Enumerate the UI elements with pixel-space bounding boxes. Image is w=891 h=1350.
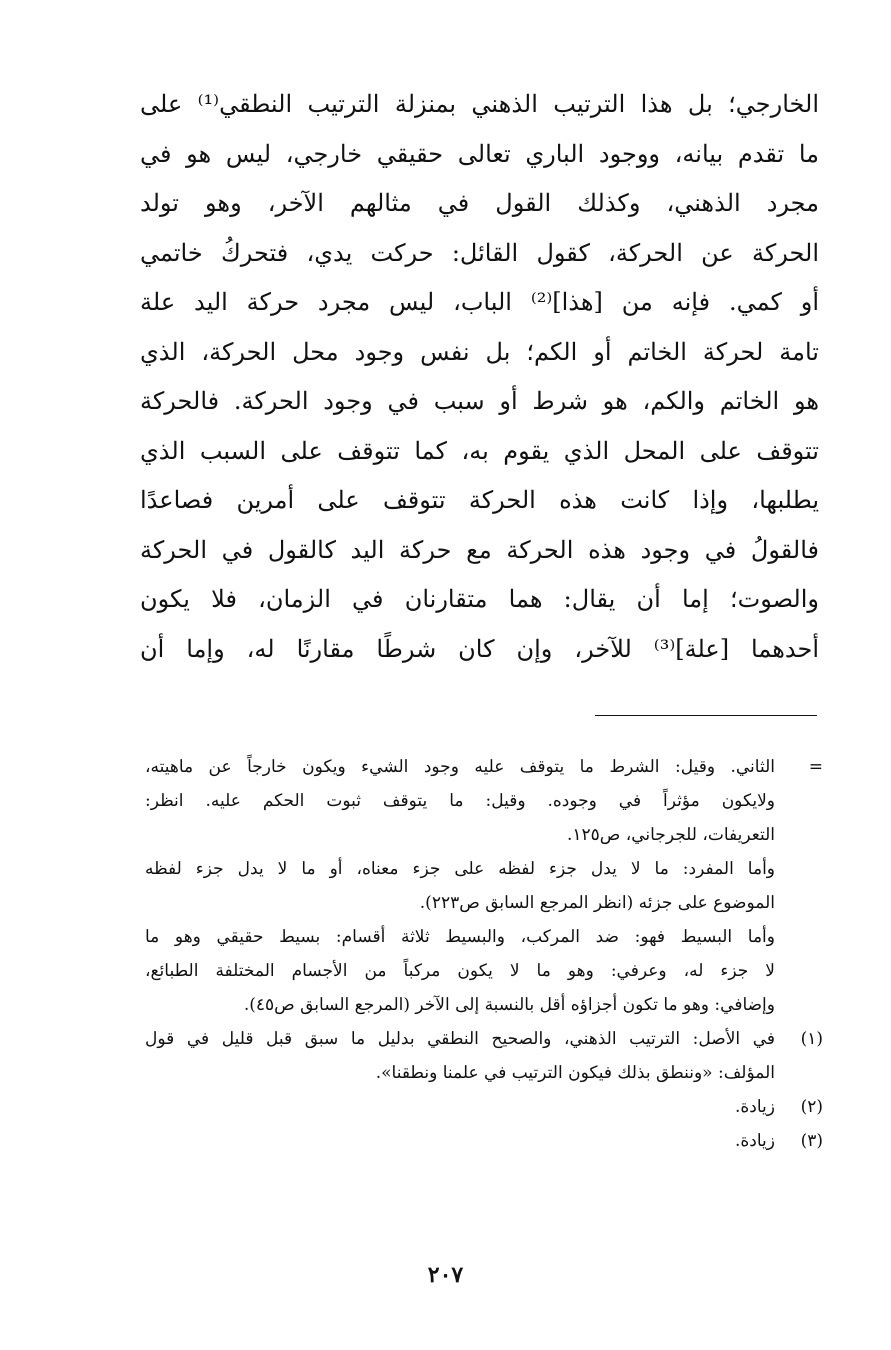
footnote-line: الثاني. وقيل: الشرط ما يتوقف عليه وجود الشيء ويكون خارجاً عن ماهيته، [145,757,775,777]
footnote-number: (٣) [800,1131,823,1151]
footnote-line: الموضوع على جزئه (انظر المرجع السابق ص٢٢٣). [419,893,775,913]
body-line: تامة لحركة الخاتم أو الكم؛ بل نفس وجود محل الحركة، الذي [140,337,819,366]
body-line: تتوقف على المحل الذي يقوم به، كما تتوقف على السبب الذي [140,436,819,465]
footnote-2 [145,1090,823,1124]
body-line: الخارجي؛ بل هذا الترتيب الذهني بمنزلة الترتيب النطقي⁽¹⁾ على [140,90,819,118]
footnote-body [145,1124,775,1158]
footnote-line: وإضافي: وهو ما تكون أجزاؤه أقل بالنسبة إلى الآخر (المرجع السابق ص٤٥). [243,995,775,1015]
footnote-number: (٢) [800,1097,823,1117]
body-line: أو كمي. فإنه من [هذا]⁽²⁾ الباب، ليس مجرد حركة اليد علة [140,288,819,316]
footnote-line: ولايكون مؤثراً في وجوده. وقيل: ما يتوقف ثبوت الحكم عليه. انظر: [145,791,775,811]
body-line: ما تقدم بيانه، ووجود الباري تعالى حقيقي خارجي، ليس هو في [140,139,819,168]
footnotes-section [145,750,823,1158]
body-line: يطلبها، وإذا كانت هذه الحركة تتوقف على أمرين فصاعدًا [140,486,819,514]
footnote-body [145,1090,775,1124]
footnote-continuation [145,750,823,1022]
footnote-3 [145,1124,823,1158]
body-line: والصوت؛ إما أن يقال: هما متقارنان في الزمان، فلا يكون [140,585,819,613]
body-line: مجرد الذهني، وكذلك القول في مثالهم الآخر، وهو تولد [140,189,819,217]
body-line: هو الخاتم والكم، هو شرط أو سبب في وجود الحركة. فالحركة [140,387,819,415]
body-line: الحركة عن الحركة، كقول القائل: حركت يدي، فتحركُ خاتمي [140,238,819,267]
footnote-line: زيادة. [734,1097,775,1117]
footnote-line: لا جزء له، وعرفي: وهو ما لا يكون مركباً من الأجسام المختلفة الطبائع، [145,961,775,981]
body-line: أحدهما [علة]⁽³⁾ للآخر، وإن كان شرطًا مقارنًا له، وإما أن [140,634,820,663]
footnote-line: وأما البسيط فهو: ضد المركب، والبسيط ثلاثة أقسام: بسيط حقيقي وهو ما [145,927,775,947]
body-line: فالقولُ في وجود هذه الحركة مع حركة اليد كالقول في الحركة [140,535,819,564]
continuation-marker: = [808,757,823,777]
footnote-line: زيادة. [734,1131,775,1151]
footnote-number: (١) [800,1029,823,1049]
footnote-line: التعريفات، للجرجاني، ص١٢٥. [566,825,775,845]
main-body-text [140,80,819,674]
footnote-1 [145,1022,823,1090]
footnote-line: المؤلف: «وننطق بذلك فيكون الترتيب في علمنا ونطقنا». [375,1063,775,1083]
footnote-line: وأما المفرد: ما لا يدل جزء لفظه على جزء معناه، أو ما لا يدل جزء لفظه [145,859,775,879]
footnote-separator [595,715,817,716]
page-number: ٢٠٧ [427,1262,464,1288]
footnote-body [145,1022,775,1090]
footnote-body [145,750,775,1022]
footnote-line: في الأصل: الترتيب الذهني، والصحيح النطقي بدليل ما سبق قبل قليل في قول [145,1029,775,1049]
